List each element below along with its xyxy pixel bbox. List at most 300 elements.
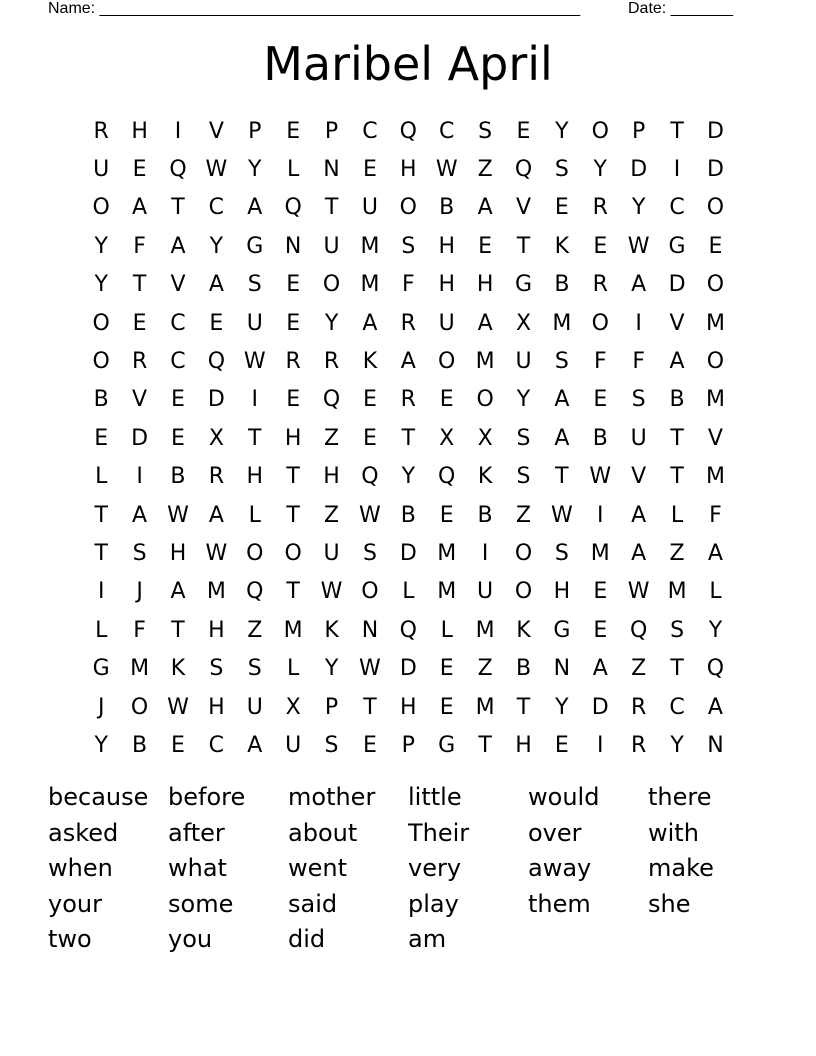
grid-letter: U — [246, 694, 263, 720]
grid-letter: Y — [94, 272, 108, 298]
grid-letter: S — [631, 387, 646, 413]
grid-letter: M — [360, 233, 380, 259]
grid-letter: A — [477, 195, 493, 221]
grid-letter: Q — [246, 579, 264, 605]
word-list-item: your — [48, 889, 102, 918]
grid-letter: E — [132, 310, 147, 336]
grid-letter: I — [97, 579, 105, 605]
grid-letter: M — [590, 540, 610, 566]
grid-letter: O — [591, 310, 609, 336]
grid-letter: R — [285, 349, 301, 375]
grid-letter: M — [705, 387, 725, 413]
grid-letter: S — [401, 233, 416, 259]
grid-letter: R — [400, 387, 416, 413]
grid-letter: T — [363, 694, 377, 720]
grid-letter: B — [400, 502, 416, 528]
word-list — [48, 780, 768, 958]
grid-letter: Q — [322, 387, 341, 413]
grid-letter: I — [597, 502, 604, 528]
grid-letter: A — [707, 540, 723, 566]
word-list-item: said — [288, 889, 338, 918]
grid-letter: S — [247, 272, 262, 298]
grid-letter: S — [516, 464, 531, 490]
grid-letter: B — [170, 464, 186, 490]
word-list-item: went — [288, 854, 348, 882]
grid-letter: A — [132, 502, 148, 528]
grid-letter: A — [631, 502, 647, 528]
grid-letter: N — [707, 732, 724, 758]
grid-letter: E — [708, 233, 723, 259]
grid-letter: W — [205, 540, 228, 566]
grid-letter: N — [553, 656, 571, 682]
grid-letter: O — [361, 579, 379, 605]
word-list-item: very — [408, 854, 462, 882]
grid-letter: H — [438, 272, 455, 298]
word-list-item: little — [408, 783, 462, 811]
grid-letter: N — [323, 157, 340, 183]
grid-letter: S — [478, 118, 493, 144]
grid-letter: C — [170, 349, 186, 375]
grid-letter: Q — [399, 617, 417, 643]
word-list-item: there — [648, 783, 712, 811]
grid-letter: T — [286, 464, 300, 490]
grid-letter: P — [324, 694, 339, 720]
grid-letter: M — [552, 310, 572, 336]
grid-letter: E — [362, 425, 377, 451]
word-list-item: did — [288, 925, 326, 953]
grid-letter: R — [592, 272, 608, 298]
grid-letter: A — [362, 310, 378, 336]
word-list-item: you — [168, 925, 213, 953]
grid-letter: T — [94, 540, 108, 566]
grid-letter: Y — [94, 233, 108, 259]
grid-letter: V — [707, 425, 723, 451]
grid-letter: L — [670, 502, 684, 528]
grid-letter: G — [553, 617, 571, 643]
grid-letter: Y — [555, 694, 569, 720]
grid-letter: Z — [477, 656, 493, 682]
grid-letter: P — [248, 118, 262, 144]
grid-letter: E — [439, 656, 454, 682]
grid-letter: T — [670, 425, 684, 451]
grid-letter: T — [132, 272, 147, 298]
grid-letter: A — [132, 195, 148, 221]
grid-letter: E — [362, 387, 377, 413]
grid-letter: L — [95, 617, 108, 643]
word-list-item: after — [168, 818, 225, 847]
grid-letter: D — [706, 118, 724, 144]
grid-letter: Y — [670, 732, 684, 758]
grid-letter: W — [167, 694, 189, 720]
grid-letter: W — [167, 502, 189, 528]
grid-letter: L — [440, 617, 453, 643]
grid-letter: K — [554, 233, 570, 259]
grid-letter: A — [170, 233, 186, 259]
grid-letter: E — [478, 233, 493, 259]
grid-letter: G — [514, 272, 533, 298]
grid-letter: C — [439, 118, 455, 144]
grid-letter: A — [631, 272, 647, 298]
grid-letter: R — [631, 694, 647, 720]
puzzle-title: Maribel April — [263, 37, 553, 91]
grid-letter: W — [435, 157, 458, 183]
grid-letter: E — [362, 732, 377, 758]
grid-letter: K — [477, 464, 493, 490]
word-list-item: mother — [288, 783, 376, 811]
grid-letter: J — [136, 579, 143, 605]
grid-letter: Y — [516, 387, 531, 413]
grid-letter: C — [208, 732, 225, 758]
word-list-item: two — [48, 925, 92, 953]
grid-letter: C — [170, 310, 186, 336]
grid-letter: G — [246, 233, 264, 259]
grid-letter: Y — [324, 310, 339, 336]
grid-letter: Y — [209, 233, 224, 259]
grid-letter: K — [324, 617, 339, 643]
grid-letter: Y — [593, 157, 607, 183]
grid-letter: B — [477, 502, 493, 528]
grid-letter: N — [284, 233, 302, 259]
grid-letter: O — [322, 272, 341, 298]
grid-letter: T — [324, 195, 339, 221]
grid-letter: E — [593, 617, 608, 643]
grid-letter: R — [93, 118, 109, 144]
grid-letter: A — [554, 387, 570, 413]
word-list-item: play — [408, 889, 459, 918]
grid-letter: M — [130, 656, 150, 682]
grid-letter: Q — [514, 157, 533, 183]
grid-letter: W — [627, 233, 650, 259]
name-line: Name: ______________________________________________________ — [48, 0, 581, 17]
grid-letter: D — [131, 425, 149, 451]
grid-letter: W — [551, 502, 573, 528]
grid-letter: U — [361, 195, 378, 221]
grid-letter: E — [171, 732, 185, 758]
grid-letter: I — [597, 732, 604, 758]
grid-letter: E — [171, 425, 185, 451]
grid-letter: G — [668, 233, 686, 259]
grid-letter: A — [170, 579, 186, 605]
grid-letter: K — [170, 656, 186, 682]
grid-letter: L — [287, 157, 300, 183]
grid-letter: Y — [555, 118, 569, 144]
grid-letter: P — [324, 118, 339, 144]
grid-letter: H — [476, 272, 494, 298]
grid-letter: B — [515, 656, 532, 682]
grid-letter: M — [475, 617, 495, 643]
grid-letter: A — [592, 656, 608, 682]
grid-letter: A — [247, 732, 263, 758]
grid-letter: E — [439, 694, 454, 720]
grid-letter: B — [132, 732, 148, 758]
grid-letter: H — [323, 464, 340, 490]
grid-letter: T — [171, 195, 185, 221]
word-list-item: about — [288, 818, 358, 847]
grid-letter: Q — [438, 464, 456, 490]
grid-letter: Z — [324, 502, 340, 528]
grid-letter: U — [246, 310, 263, 336]
grid-letter: H — [515, 732, 532, 758]
grid-letter: H — [400, 157, 417, 183]
grid-letter: J — [97, 694, 105, 720]
grid-letter: M — [360, 272, 380, 298]
grid-letter: H — [208, 694, 225, 720]
grid-letter: F — [401, 272, 415, 298]
grid-letter: M — [475, 694, 495, 720]
grid-letter: O — [706, 195, 725, 221]
grid-letter: D — [630, 157, 648, 183]
grid-letter: O — [130, 694, 149, 720]
grid-letter: U — [285, 732, 302, 758]
grid-letter: A — [247, 195, 263, 221]
grid-letter: P — [401, 732, 415, 758]
grid-letter: A — [208, 272, 224, 298]
grid-letter: M — [475, 349, 495, 375]
grid-letter: M — [437, 579, 457, 605]
grid-letter: O — [514, 540, 533, 566]
grid-letter: M — [705, 464, 725, 490]
grid-letter: U — [477, 579, 494, 605]
grid-letter: L — [402, 579, 415, 605]
grid-letter: T — [401, 425, 416, 451]
grid-letter: N — [361, 617, 379, 643]
grid-letter: E — [593, 233, 608, 259]
grid-letter: H — [131, 118, 148, 144]
grid-letter: T — [516, 694, 531, 720]
grid-letter: E — [286, 387, 301, 413]
grid-letter: O — [476, 387, 494, 413]
grid-letter: V — [132, 387, 148, 413]
grid-letter: H — [438, 233, 455, 259]
grid-letter: Q — [207, 349, 226, 375]
word-list-item: she — [648, 889, 691, 918]
word-list-item: because — [48, 783, 149, 811]
grid-letter: Y — [248, 157, 262, 183]
grid-letter: T — [286, 579, 300, 605]
grid-letter: W — [320, 579, 343, 605]
grid-letter: Y — [401, 464, 416, 490]
grid-letter: M — [206, 579, 226, 605]
grid-letter: Y — [631, 195, 646, 221]
grid-letter: U — [630, 425, 647, 451]
grid-letter: O — [591, 118, 609, 144]
grid-letter: G — [92, 656, 110, 682]
grid-letter: S — [247, 656, 262, 682]
grid-letter: F — [632, 349, 645, 375]
grid-letter: H — [169, 540, 187, 566]
grid-letter: S — [209, 656, 224, 682]
grid-letter: G — [438, 732, 456, 758]
word-list-item: some — [168, 889, 234, 918]
word-list-item: what — [168, 854, 227, 882]
grid-letter: Z — [631, 656, 647, 682]
grid-letter: S — [670, 617, 685, 643]
grid-letter: D — [399, 540, 417, 566]
grid-letter: U — [323, 233, 340, 259]
grid-letter: O — [284, 540, 302, 566]
grid-letter: O — [92, 349, 110, 375]
header — [48, 0, 748, 20]
grid-letter: K — [516, 617, 531, 643]
word-list-item: with — [648, 818, 699, 847]
grid-letter: E — [439, 387, 454, 413]
grid-letter: W — [359, 656, 381, 682]
grid-letter: E — [516, 118, 531, 144]
grid-letter: O — [92, 310, 110, 336]
grid-letter: A — [400, 349, 416, 375]
grid-letter: H — [246, 464, 264, 490]
grid-letter: V — [515, 195, 532, 221]
grid-letter: Q — [706, 656, 725, 682]
grid-letter: X — [515, 310, 532, 336]
grid-letter: M — [705, 310, 725, 336]
grid-letter: R — [400, 310, 416, 336]
grid-letter: A — [631, 540, 647, 566]
grid-letter: B — [592, 425, 608, 451]
grid-letter: F — [709, 502, 722, 528]
grid-letter: A — [707, 694, 723, 720]
grid-letter: E — [554, 732, 569, 758]
grid-letter: L — [95, 464, 108, 490]
word-list-item: Their — [408, 818, 470, 847]
grid-letter: D — [706, 157, 724, 183]
grid-letter: Y — [708, 617, 723, 643]
word-list-item: am — [408, 925, 447, 953]
grid-letter: S — [132, 540, 147, 566]
grid-letter: P — [632, 118, 646, 144]
grid-letter: E — [286, 310, 301, 336]
grid-letter: S — [324, 732, 339, 758]
grid-letter: S — [554, 157, 569, 183]
grid-letter: I — [174, 118, 182, 144]
grid-letter: Q — [361, 464, 379, 490]
grid-letter: B — [93, 387, 109, 413]
grid-letter: O — [706, 272, 725, 298]
grid-letter: O — [438, 349, 456, 375]
grid-letter: V — [170, 272, 186, 298]
grid-letter: Z — [247, 617, 263, 643]
grid-letter: D — [668, 272, 686, 298]
grid-letter: C — [669, 195, 685, 221]
grid-letter: X — [285, 694, 301, 720]
grid-letter: T — [516, 233, 531, 259]
grid-letter: X — [439, 425, 455, 451]
grid-letter: B — [439, 195, 455, 221]
grid-letter: W — [359, 502, 381, 528]
grid-letter: D — [399, 656, 417, 682]
word-list-item: before — [168, 783, 246, 811]
grid-letter: E — [94, 425, 109, 451]
grid-letter: L — [248, 502, 261, 528]
grid-letter: R — [631, 732, 647, 758]
grid-letter: X — [477, 425, 493, 451]
grid-letter: A — [208, 502, 224, 528]
grid-letter: E — [593, 387, 608, 413]
grid-letter: A — [554, 425, 570, 451]
grid-letter: F — [593, 349, 607, 375]
grid-letter: R — [208, 464, 225, 490]
grid-letter: C — [208, 195, 225, 221]
grid-letter: Q — [630, 617, 648, 643]
grid-letter: H — [553, 579, 571, 605]
grid-letter: E — [362, 157, 377, 183]
grid-letter: I — [136, 464, 143, 490]
grid-letter: A — [669, 349, 685, 375]
grid-letter: K — [362, 349, 378, 375]
grid-letter: Q — [284, 195, 302, 221]
grid-letter: T — [670, 464, 684, 490]
grid-letter: C — [669, 694, 685, 720]
grid-letter: T — [670, 656, 684, 682]
grid-letter: S — [516, 425, 531, 451]
grid-letter: T — [248, 425, 262, 451]
grid-letter: V — [208, 118, 224, 144]
grid-letter: F — [133, 233, 146, 259]
grid-letter: T — [670, 118, 684, 144]
grid-letter: M — [283, 617, 303, 643]
grid-letter: O — [246, 540, 264, 566]
grid-letter: M — [667, 579, 687, 605]
grid-letter: D — [591, 694, 609, 720]
word-list-item: over — [528, 818, 582, 847]
grid-letter: E — [286, 118, 301, 144]
grid-letter: E — [132, 157, 147, 183]
grid-letter: I — [251, 387, 258, 413]
grid-letter: T — [286, 502, 300, 528]
grid-letter: Q — [169, 157, 187, 183]
grid-letter: Y — [324, 656, 339, 682]
grid-letter: A — [477, 310, 493, 336]
grid-letter: O — [706, 349, 725, 375]
grid-letter: T — [171, 617, 185, 643]
grid-letter: H — [284, 425, 302, 451]
grid-letter: O — [514, 579, 533, 605]
grid-letter: I — [635, 310, 642, 336]
word-list-item: asked — [48, 818, 119, 847]
word-list-item: when — [48, 854, 113, 882]
word-list-item: would — [528, 783, 600, 811]
grid-letter: E — [209, 310, 224, 336]
grid-letter: R — [131, 349, 148, 375]
grid-letter: O — [399, 195, 417, 221]
grid-letter: T — [94, 502, 108, 528]
grid-letter: S — [362, 540, 377, 566]
grid-letter: F — [133, 617, 146, 643]
grid-letter: Z — [515, 502, 532, 528]
grid-letter: R — [592, 195, 608, 221]
grid-letter: I — [481, 540, 489, 566]
grid-letter: T — [478, 732, 492, 758]
grid-letter: W — [205, 157, 228, 183]
grid-letter: Z — [477, 157, 493, 183]
grid-letter: H — [208, 617, 225, 643]
grid-letter: L — [287, 656, 300, 682]
grid-letter: U — [438, 310, 455, 336]
grid-letter: X — [208, 425, 224, 451]
grid-letter: O — [92, 195, 110, 221]
word-list-item: away — [528, 854, 592, 882]
letter-grid — [82, 112, 735, 765]
grid-letter: U — [93, 157, 110, 183]
grid-letter: E — [439, 502, 454, 528]
grid-letter: E — [554, 195, 569, 221]
grid-letter: L — [709, 579, 722, 605]
grid-letter: W — [589, 464, 612, 490]
grid-letter: T — [555, 464, 569, 490]
grid-letter: S — [554, 540, 569, 566]
grid-letter: C — [362, 118, 378, 144]
grid-letter: H — [400, 694, 417, 720]
